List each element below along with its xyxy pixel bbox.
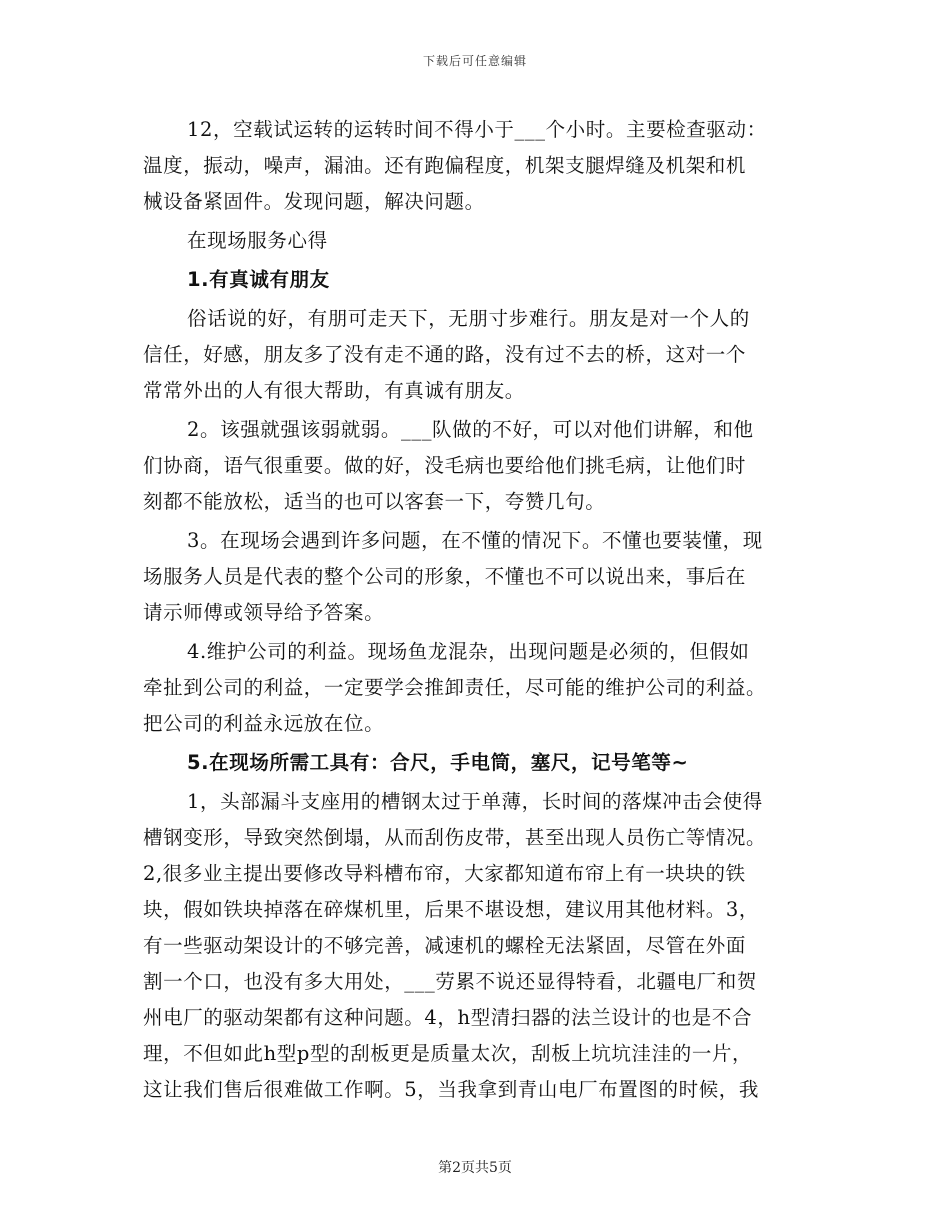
section-title: 在现场服务心得 [187, 229, 328, 252]
heading-5: 5.在现场所需工具有：合尺，手电筒，塞尺，记号笔等~ [187, 751, 689, 774]
paragraph-line: 割一个口，也没有多大用处，___劳累不说还显得特看，北疆电厂和贺 [143, 970, 757, 993]
paragraph-line: 2。该强就强该弱就弱。___队做的不好，可以对他们讲解，和他 [187, 418, 754, 441]
heading-1: 1.有真诚有朋友 [187, 268, 330, 291]
paragraph-line: 4.维护公司的利益。现场鱼龙混杂，出现问题是必须的，但假如 [187, 640, 750, 663]
paragraph-line: 常常外出的人有很大帮助，有真诚有朋友。 [143, 379, 525, 402]
paragraph-line: 12，空载试运转的运转时间不得小于___个小时。主要检查驱动： [187, 118, 767, 141]
paragraph-line: 牵扯到公司的利益，一定要学会推卸责任，尽可能的维护公司的利益。 [143, 676, 767, 699]
document-body [143, 112, 805, 1108]
paragraph-line: 块，假如铁块掉落在碎煤机里，后果不堪设想，建议用其他材料。3， [143, 898, 760, 921]
paragraph-line: 州电厂的驱动架都有这种问题。4，h型清扫器的法兰设计的也是不合 [143, 1006, 753, 1029]
paragraph-line: 这让我们售后很难做工作啊。5，当我拿到青山电厂布置图的时候，我 [143, 1078, 760, 1101]
page-number: 第2页共5页 [438, 1160, 512, 1176]
paragraph-line: 2,很多业主提出要修改导料槽布帘，大家都知道布帘上有一块块的铁 [143, 862, 746, 885]
paragraph-line: 们协商，语气很重要。做的好，没毛病也要给他们挑毛病，让他们时 [143, 454, 747, 477]
paragraph-line: 俗话说的好，有朋可走天下，无朋寸步难行。朋友是对一个人的 [187, 307, 750, 330]
paragraph-line: 把公司的利益永远放在位。 [143, 712, 385, 735]
paragraph-line: 有一些驱动架设计的不够完善，减速机的螺栓无法紧固，尽管在外面 [143, 934, 747, 957]
paragraph-line: 1，头部漏斗支座用的槽钢太过于单薄，长时间的落煤冲击会使得 [187, 790, 763, 813]
paragraph-line: 温度，振动，噪声，漏油。还有跑偏程度，机架支腿焊缝及机架和机 [143, 154, 747, 177]
paragraph-line: 3。在现场会遇到许多问题，在不懂的情况下。不懂也要装懂，现 [187, 529, 763, 552]
paragraph-line: 械设备紧固件。发现问题，解决问题。 [143, 190, 485, 213]
paragraph-line: 请示师傅或领导给予答案。 [143, 601, 385, 624]
paragraph-line: 场服务人员是代表的整个公司的形象，不懂也不可以说出来，事后在 [143, 565, 747, 588]
paragraph-line: 槽钢变形，导致突然倒塌，从而刮伤皮带，甚至出现人员伤亡等情况。 [143, 826, 767, 849]
paragraph-line: 理，不但如此h型p型的刮板更是质量太次，刮板上坑坑洼洼的一片， [143, 1042, 753, 1065]
paragraph-line: 信任，好感，朋友多了没有走不通的路，没有过不去的桥，这对一个 [143, 343, 747, 366]
page-header-note: 下载后可任意编辑 [422, 54, 527, 68]
paragraph-line: 刻都不能放松，适当的也可以客套一下，夸赞几句。 [143, 490, 606, 513]
